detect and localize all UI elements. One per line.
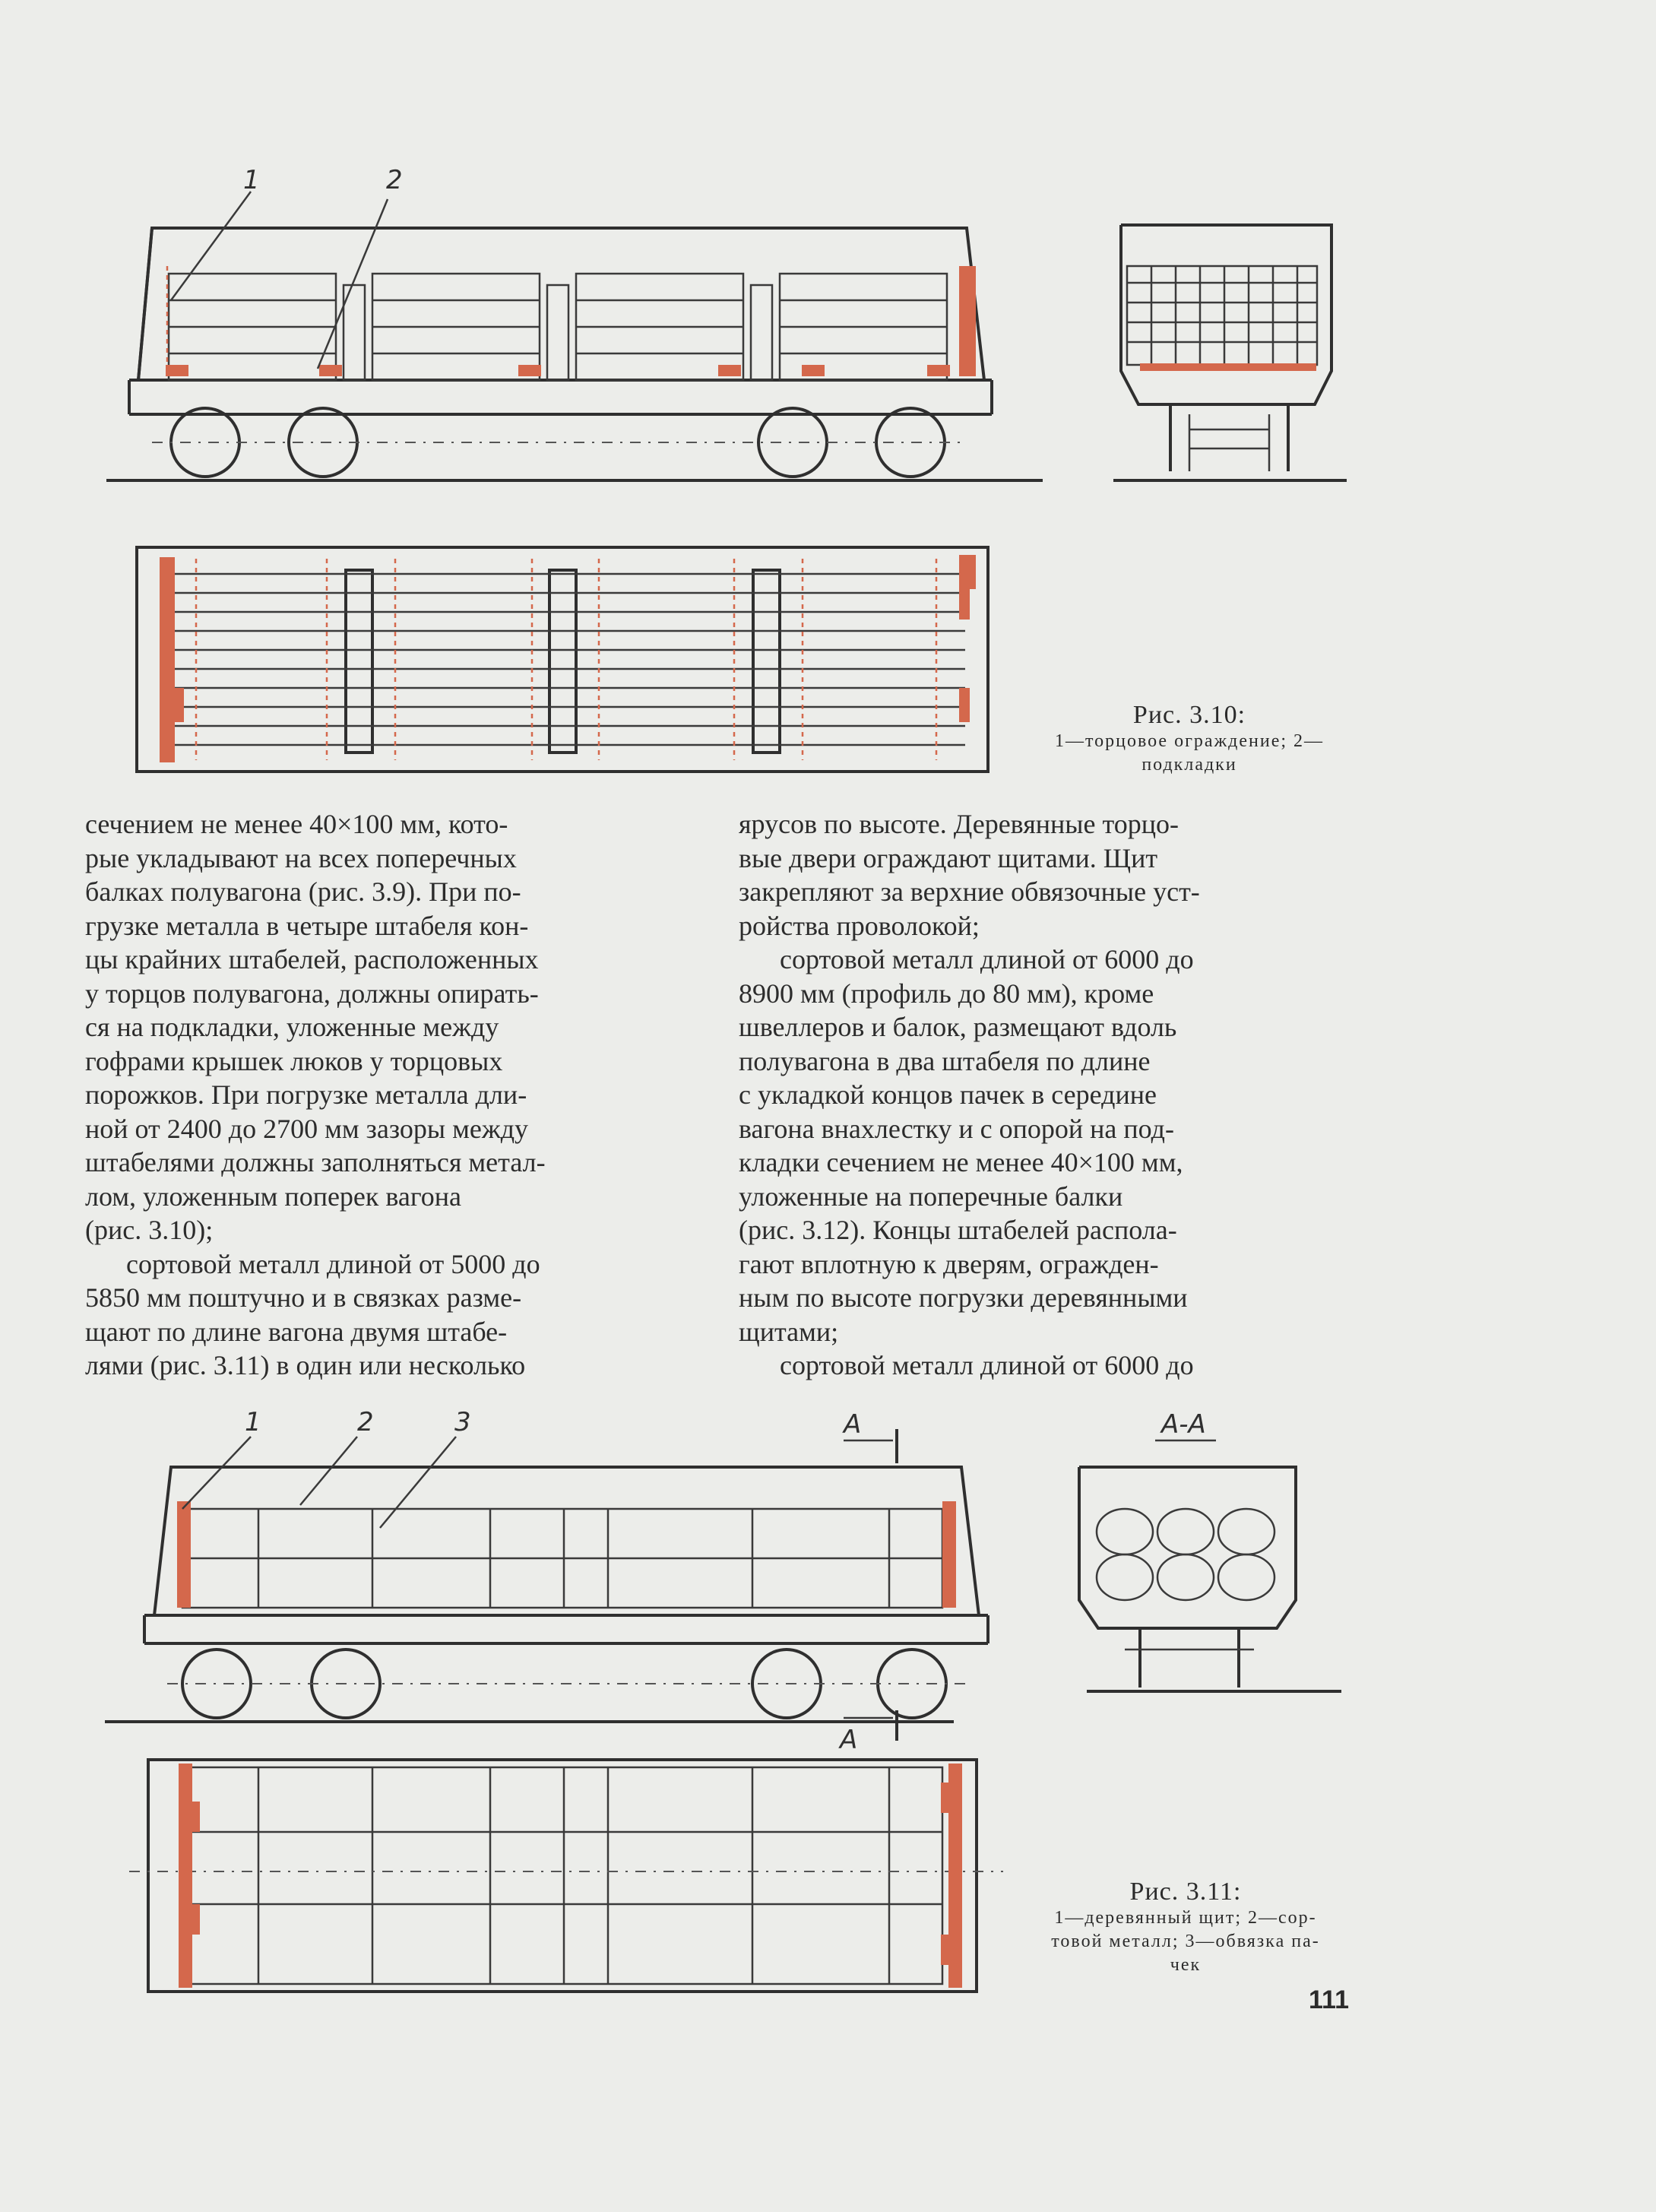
figure-3-11-caption-line-1: 1—деревянный щит; 2—сор- bbox=[1054, 1908, 1317, 1928]
text-line: порожков. При погрузке металла дли- bbox=[85, 1079, 527, 1110]
text-line: вагона внахлестку и с опорой на под- bbox=[739, 1113, 1174, 1144]
callout-1-label: 1 bbox=[243, 165, 260, 195]
section-mark-top: А bbox=[844, 1409, 862, 1440]
text-line: сортовой металл длиной от 6000 до bbox=[780, 1350, 1194, 1380]
text-line: 5850 мм поштучно и в связках разме- bbox=[85, 1282, 522, 1313]
callout-2-label: 2 bbox=[386, 165, 403, 195]
side-view-bottom bbox=[105, 1407, 988, 1755]
figure-3-11-caption-line-2: товой металл; 3—обвязка па- bbox=[1051, 1932, 1320, 1951]
text-line: ся на подкладки, уложенные между bbox=[85, 1012, 499, 1042]
wagon-drawing-3-10 bbox=[0, 0, 1656, 806]
text-line: закрепляют за верхние обвязочные уст- bbox=[739, 876, 1200, 907]
plan-view-top bbox=[137, 547, 988, 772]
section-mark-bottom: А bbox=[840, 1725, 858, 1755]
text-line: рые укладывают на всех поперечных bbox=[85, 842, 517, 873]
text-line: щитами; bbox=[739, 1316, 839, 1347]
text-line: ройства проволокой; bbox=[739, 910, 980, 941]
text-line: 8900 мм (профиль до 80 мм), кроме bbox=[739, 978, 1154, 1009]
text-line: вые двери ограждают щитами. Щит bbox=[739, 842, 1158, 873]
text-column-left bbox=[85, 807, 702, 1383]
figure-3-10-caption-line-1: 1—торцовое ограждение; 2— bbox=[1054, 731, 1325, 751]
text-line: полувагона в два штабеля по длине bbox=[739, 1045, 1151, 1076]
text-line: балках полувагона (рис. 3.9). При по- bbox=[85, 876, 521, 907]
text-line: швеллеров и балок, размещают вдоль bbox=[739, 1012, 1177, 1042]
figure-3-10-caption bbox=[1011, 701, 1368, 777]
text-line: гают вплотную к дверям, огражден- bbox=[739, 1248, 1159, 1279]
figure-3-11-caption-title: Рис. 3.11: bbox=[1129, 1878, 1242, 1906]
text-column-right bbox=[739, 807, 1345, 1383]
text-line: у торцов полувагона, должны опирать- bbox=[85, 978, 539, 1009]
plan-view-bottom bbox=[129, 1760, 1003, 1992]
text-line: сечением не менее 40×100 мм, кото- bbox=[85, 809, 508, 839]
text-line: уложенные на поперечные балки bbox=[739, 1180, 1123, 1212]
text-line: щают по длине вагона двумя штабе- bbox=[85, 1316, 508, 1347]
callout-1-label: 1 bbox=[245, 1407, 261, 1437]
text-line: (рис. 3.12). Концы штабелей распола- bbox=[739, 1215, 1177, 1245]
text-line: сортовой металл длиной от 5000 до bbox=[126, 1248, 540, 1279]
text-line: грузке металла в четыре штабеля кон- bbox=[85, 910, 529, 941]
text-line: гофрами крышек люков у торцовых bbox=[85, 1045, 503, 1076]
text-line: штабелями должны заполняться метал- bbox=[85, 1147, 546, 1177]
text-line: лом, уложенным поперек вагона bbox=[85, 1180, 462, 1212]
text-line: ной от 2400 до 2700 мм зазоры между bbox=[85, 1113, 529, 1144]
text-line: (рис. 3.10); bbox=[85, 1215, 214, 1245]
text-line: ярусов по высоте. Деревянные торцо- bbox=[739, 809, 1179, 839]
figure-3-10 bbox=[0, 0, 1656, 806]
page-number: 111 bbox=[1309, 1985, 1349, 2014]
text-line: сортовой металл длиной от 6000 до bbox=[780, 944, 1194, 974]
section-view-a-a bbox=[1079, 1409, 1341, 1691]
text-line: ным по высоте погрузки деревянными bbox=[739, 1282, 1188, 1313]
figure-3-11 bbox=[0, 1399, 1656, 2007]
text-line: кладки сечением не менее 40×100 мм, bbox=[739, 1147, 1183, 1177]
end-view-top bbox=[1113, 225, 1347, 480]
text-line: с укладкой концов пачек в середине bbox=[739, 1079, 1157, 1110]
side-view-top bbox=[106, 165, 1043, 480]
text-line: цы крайних штабелей, расположенных bbox=[85, 944, 539, 974]
wagon-drawing-3-11 bbox=[0, 1399, 1656, 2007]
section-title: А-А bbox=[1161, 1409, 1206, 1440]
figure-3-11-caption bbox=[1011, 1878, 1360, 1977]
figure-3-11-caption-line-3: чек bbox=[1170, 1955, 1202, 1975]
figure-3-10-caption-line-2: подкладки bbox=[1141, 755, 1237, 775]
figure-3-10-caption-title: Рис. 3.10: bbox=[1132, 701, 1246, 729]
callout-3-label: 3 bbox=[454, 1407, 471, 1437]
text-line: лями (рис. 3.11) в один или несколько bbox=[85, 1350, 526, 1380]
callout-2-label: 2 bbox=[357, 1407, 374, 1437]
